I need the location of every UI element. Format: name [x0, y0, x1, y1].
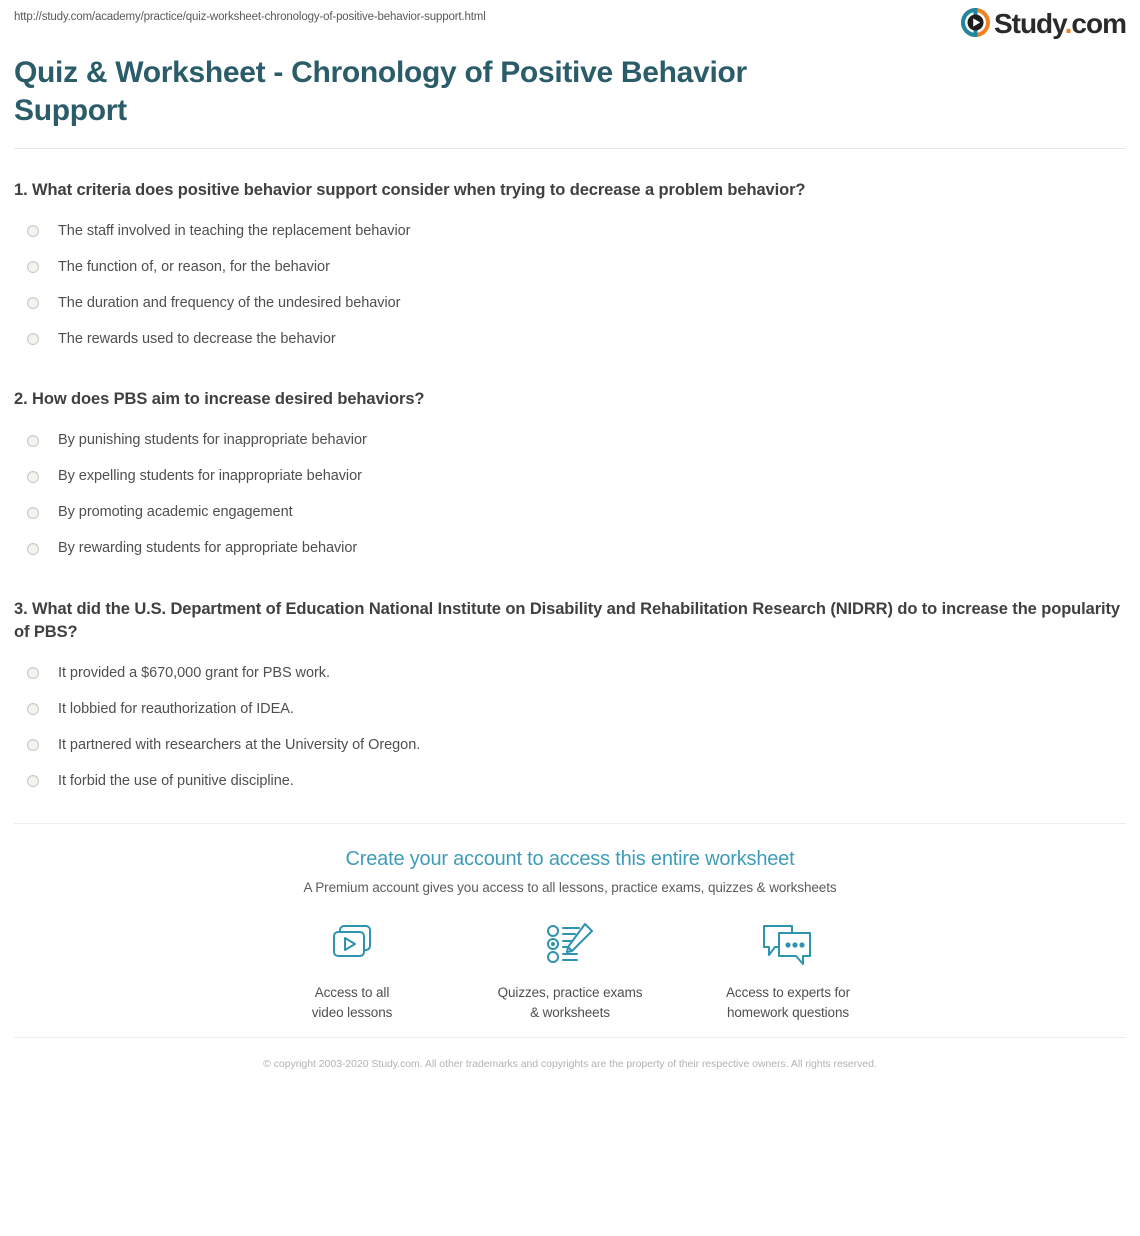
- answer-option-label: By rewarding students for appropriate behavior: [58, 540, 358, 557]
- radio-button-icon[interactable]: [27, 261, 39, 273]
- radio-button-icon[interactable]: [27, 225, 39, 237]
- feature-video-lessons: [243, 917, 461, 1022]
- radio-button-icon[interactable]: [27, 471, 39, 483]
- radio-button-icon[interactable]: [27, 435, 39, 447]
- radio-button-icon[interactable]: [27, 667, 39, 679]
- feature-label-line1: Access to experts for: [726, 985, 850, 1001]
- radio-button-icon[interactable]: [27, 297, 39, 309]
- answer-option[interactable]: [14, 531, 1126, 567]
- radio-button-icon[interactable]: [27, 703, 39, 715]
- video-lessons-icon: [326, 917, 378, 975]
- title-divider: [14, 148, 1126, 149]
- answer-options: [14, 423, 1126, 567]
- feature-expert-help: [679, 917, 897, 1022]
- cta-heading[interactable]: Create your account to access this entire worksheet: [345, 848, 795, 871]
- feature-label-line1: Quizzes, practice exams: [497, 985, 643, 1001]
- browser-top-bar: [0, 0, 1140, 46]
- question-block-2: [14, 388, 1126, 566]
- answer-option-label: By punishing students for inappropriate behavior: [58, 432, 367, 449]
- answer-option[interactable]: [14, 321, 1126, 357]
- study-com-logo[interactable]: [961, 8, 1126, 37]
- radio-button-icon[interactable]: [27, 543, 39, 555]
- answer-option-label: By expelling students for inappropriate behavior: [58, 468, 362, 485]
- answer-option-label: It forbid the use of punitive discipline.: [58, 773, 294, 790]
- quiz-questions-list: [0, 179, 1140, 800]
- answer-option-label: It partnered with researchers at the University of Oregon.: [58, 737, 421, 754]
- logo-name-tld: com: [1071, 7, 1126, 39]
- answer-option-label: The rewards used to decrease the behavior: [58, 330, 336, 347]
- answer-option-label: It lobbied for reauthorization of IDEA.: [58, 701, 294, 718]
- chat-bubbles-icon: [759, 917, 817, 975]
- feature-quizzes-worksheets: [461, 917, 679, 1022]
- logo-name-main: Study: [993, 7, 1065, 39]
- answer-option[interactable]: [14, 727, 1126, 763]
- radio-button-icon[interactable]: [27, 507, 39, 519]
- logo-wordmark: [993, 7, 1126, 39]
- cta-top-divider: [14, 823, 1126, 824]
- question-text: 3. What did the U.S. Department of Education National Institute on Disability and Rehabilitation Research (NIDRR) do to increase the popularity of PBS?: [14, 599, 1120, 642]
- radio-button-icon[interactable]: [27, 333, 39, 345]
- answer-option-label: The function of, or reason, for the behavior: [58, 258, 330, 275]
- feature-label-line2: video lessons: [311, 1005, 393, 1021]
- answer-options: [14, 213, 1126, 357]
- feature-label-line2: homework questions: [726, 1005, 849, 1021]
- feature-label: [726, 983, 850, 1022]
- quiz-checklist-pencil-icon: [543, 917, 597, 975]
- question-text: 1. What criteria does positive behavior support consider when trying to decrease a problem behavior?: [14, 180, 806, 199]
- feature-label: [312, 983, 393, 1022]
- answer-option[interactable]: [14, 423, 1126, 459]
- answer-option[interactable]: [14, 763, 1126, 799]
- logo-name-dot: .: [1064, 7, 1072, 39]
- feature-label: [498, 983, 643, 1022]
- page-url: http://study.com/academy/practice/quiz-worksheet-chronology-of-positive-behavior-support.html: [14, 11, 486, 23]
- answer-option[interactable]: [14, 495, 1126, 531]
- page-title: Quiz & Worksheet - Chronology of Positive Behavior Support: [14, 56, 747, 128]
- premium-features-list: [14, 917, 1126, 1022]
- create-account-cta: [0, 848, 1140, 1022]
- answer-option[interactable]: [14, 691, 1126, 727]
- answer-option[interactable]: [14, 459, 1126, 495]
- radio-button-icon[interactable]: [27, 739, 39, 751]
- answer-option[interactable]: [14, 213, 1126, 249]
- answer-options: [14, 655, 1126, 799]
- answer-option[interactable]: [14, 249, 1126, 285]
- answer-option[interactable]: [14, 285, 1126, 321]
- answer-option[interactable]: [14, 655, 1126, 691]
- copyright-text: © copyright 2003-2020 Study.com. All other trademarks and copyrights are the property of their respective owners. All rights reserved.: [263, 1057, 877, 1070]
- cta-subheading: A Premium account gives you access to all lessons, practice exams, quizzes & worksheets: [303, 880, 837, 896]
- question-text: 2. How does PBS aim to increase desired behaviors?: [14, 390, 425, 409]
- answer-option-label: The staff involved in teaching the replacement behavior: [58, 222, 411, 239]
- question-block-1: [14, 179, 1126, 357]
- answer-option-label: It provided a $670,000 grant for PBS work.: [58, 665, 330, 682]
- play-circle-icon: [961, 8, 990, 37]
- feature-label-line1: Access to all: [314, 985, 390, 1001]
- answer-option-label: By promoting academic engagement: [58, 504, 293, 521]
- feature-label-line2: & worksheets: [530, 1005, 610, 1021]
- answer-option-label: The duration and frequency of the undesired behavior: [58, 294, 401, 311]
- question-block-3: [14, 598, 1126, 800]
- footer-divider: [14, 1037, 1126, 1038]
- radio-button-icon[interactable]: [27, 775, 39, 787]
